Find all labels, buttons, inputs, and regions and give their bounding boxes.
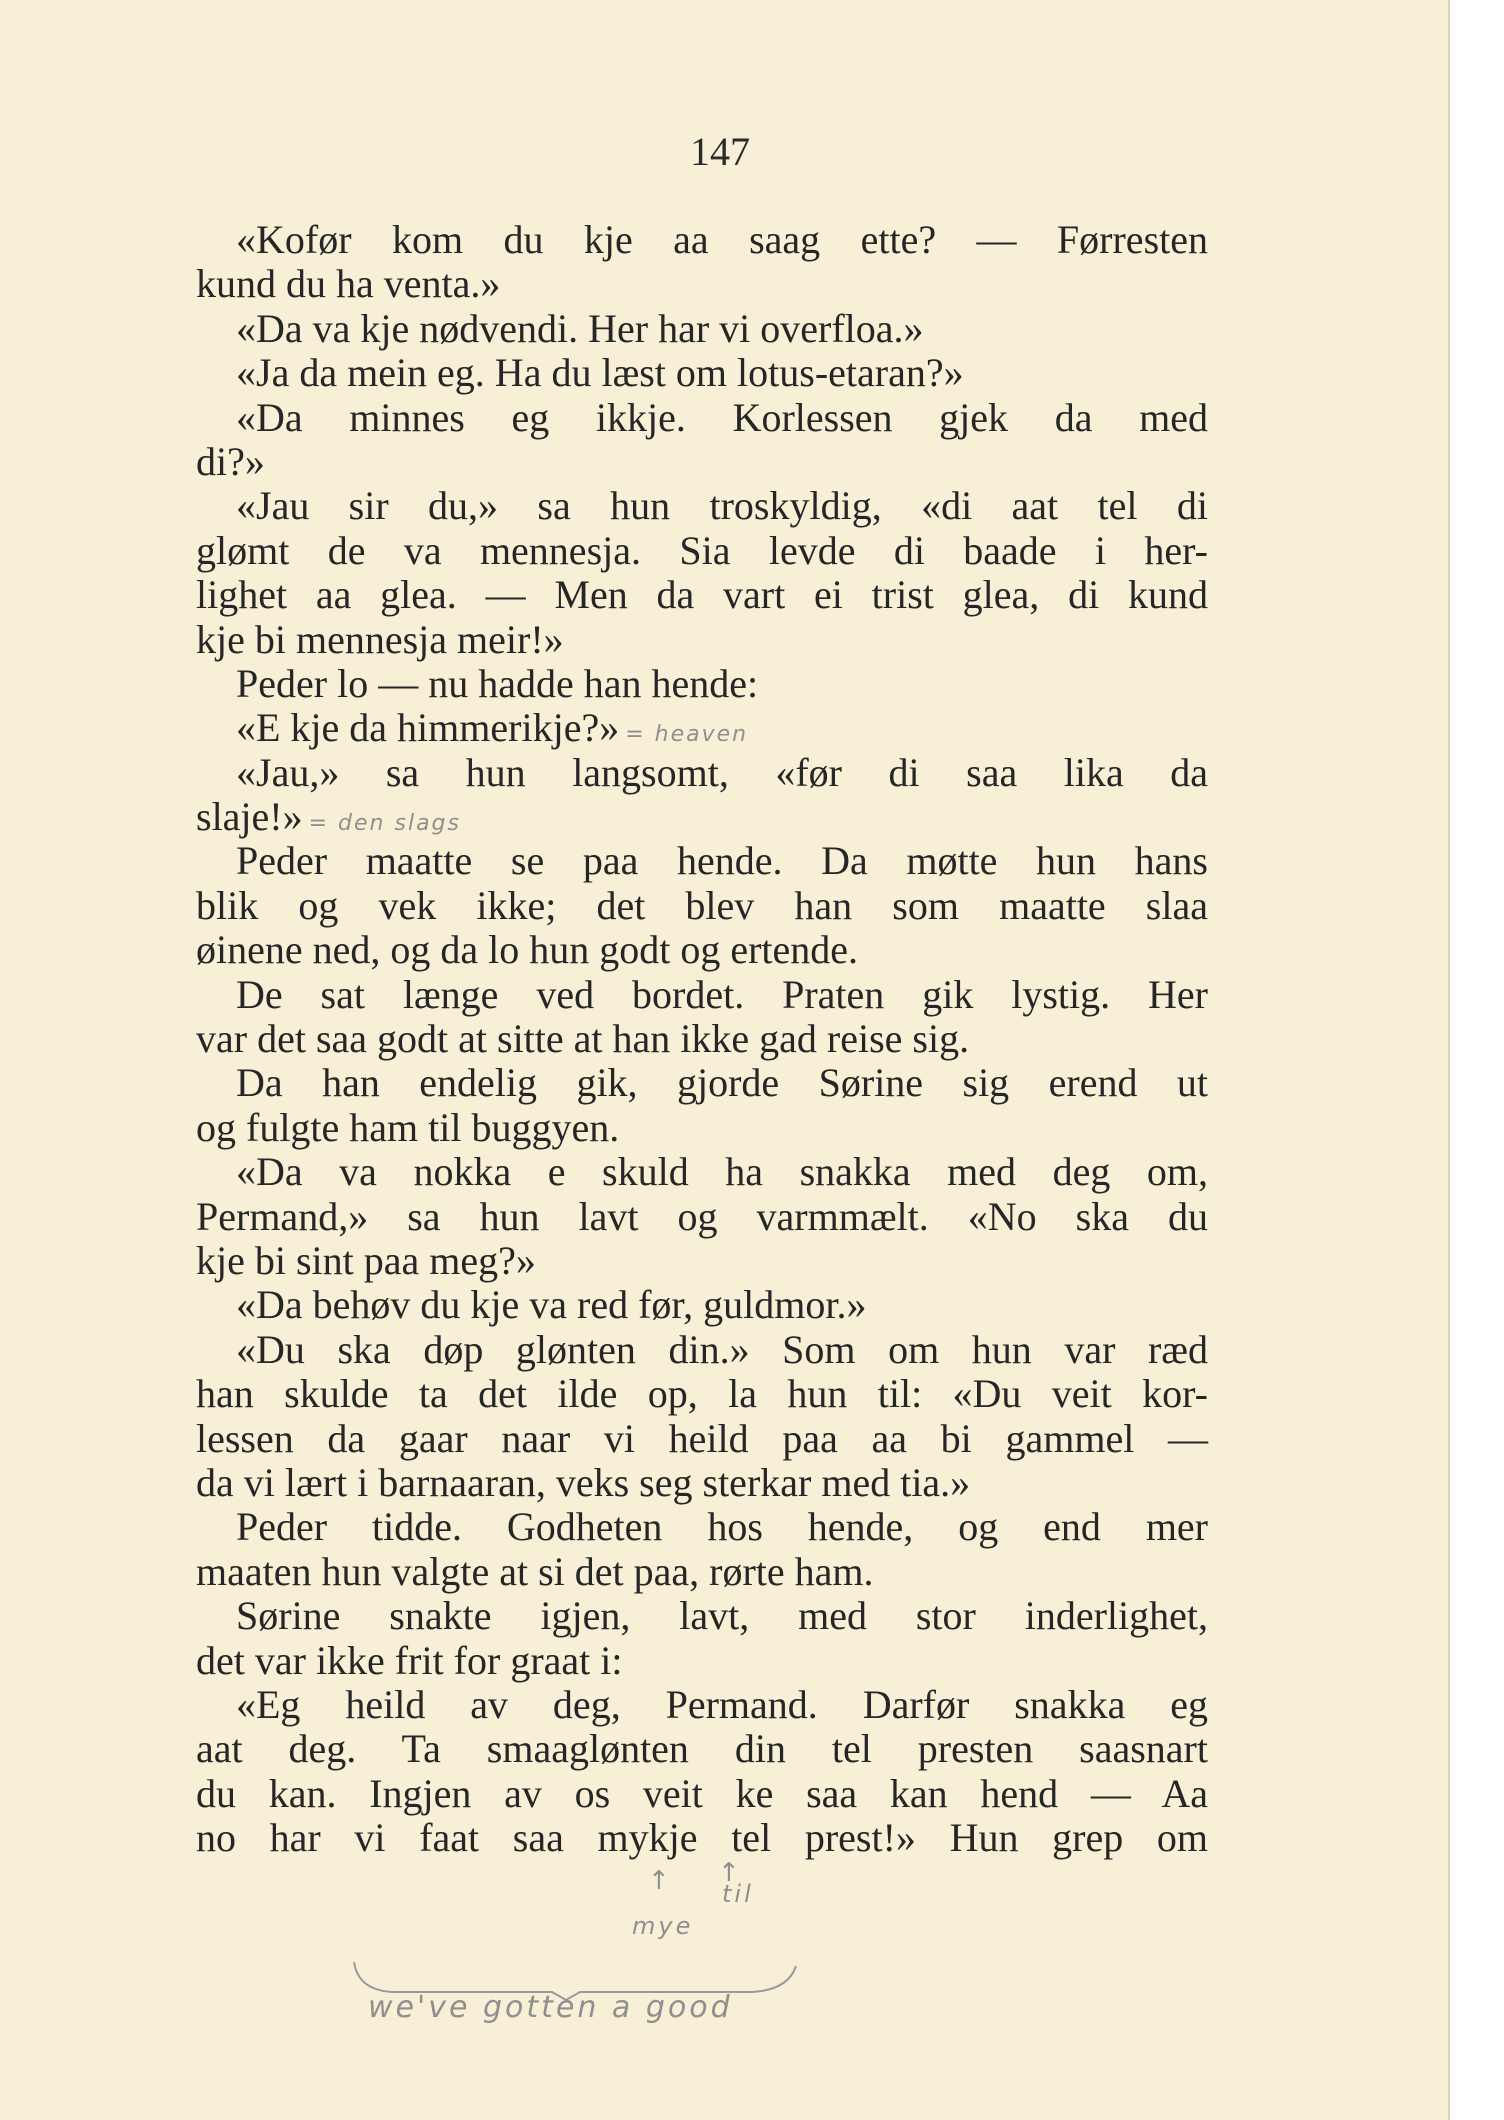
text-line-content: maaten hun valgte at si det paa, rørte ham. [196, 1548, 874, 1594]
text-line [196, 351, 1208, 395]
text-line [196, 1372, 1208, 1416]
text-line-content: no har vi faat saa mykje tel prest!» Hun grep om [196, 1815, 1208, 1861]
text-line-content: Sørine snakte igjen, lavt, med stor inderlighet, [236, 1593, 1208, 1639]
body-text [196, 218, 1208, 1860]
annotation-tel: til [722, 1880, 754, 1908]
text-line-content: «Ja da mein eg. Ha du læst om lotus-etaran?» [236, 350, 964, 396]
text-line [196, 884, 1208, 928]
text-line-content: «Da va kje nødvendi. Her har vi overfloa.» [236, 305, 924, 351]
text-line-content: da vi lært i barnaaran, veks seg sterkar med tia.» [196, 1459, 971, 1505]
annotation-arrow-tel: ↑ [718, 1858, 740, 1888]
text-line [196, 973, 1208, 1017]
text-line-content: «Da behøv du kje va red før, guldmor.» [236, 1282, 867, 1328]
text-line-content: blik og vek ikke; det blev han som maatte slaa [196, 882, 1208, 928]
text-line-content: lessen da gaar naar vi heild paa aa bi gammel — [196, 1415, 1208, 1461]
text-line [196, 1505, 1208, 1549]
text-line [196, 1772, 1208, 1816]
text-line [196, 618, 1208, 662]
text-line [196, 573, 1208, 617]
text-line [196, 1061, 1208, 1105]
text-line [196, 751, 1208, 795]
text-line-content: aat deg. Ta smaaglønten din tel presten saasnart [196, 1726, 1208, 1772]
text-line [196, 1639, 1208, 1683]
text-line [196, 795, 1208, 839]
text-line-content: og fulgte ham til buggyen. [196, 1104, 620, 1150]
text-line-content: slaje!» [196, 794, 303, 840]
text-line [196, 484, 1208, 528]
text-line-content: øinene ned, og da lo hun godt og ertende. [196, 927, 859, 973]
text-line-content: «Da va nokka e skuld ha snakka med deg om, [236, 1149, 1208, 1195]
text-line [196, 706, 1208, 750]
text-line [196, 1283, 1208, 1327]
text-line [196, 1727, 1208, 1771]
text-line-content: «E kje da himmerikje?» [236, 705, 620, 751]
text-line [196, 1017, 1208, 1061]
text-line [196, 1417, 1208, 1461]
text-line [196, 662, 1208, 706]
text-line [196, 218, 1208, 262]
text-line-content: De sat længe ved bordet. Praten gik lystig. Her [236, 971, 1208, 1017]
text-line-content: du kan. Ingjen av os veit ke saa kan hend — Aa [196, 1770, 1208, 1816]
text-line-content: Da han endelig gik, gjorde Sørine sig erend ut [236, 1060, 1208, 1106]
text-line-content: «Kofør kom du kje aa saag ette? — Førresten [236, 217, 1208, 262]
text-line-content: det var ikke frit for graat i: [196, 1637, 623, 1683]
text-line-content: «Da minnes eg ikkje. Korlessen gjek da med [236, 394, 1208, 440]
page-number: 147 [690, 129, 750, 174]
text-line [196, 1239, 1208, 1283]
text-line [196, 1594, 1208, 1638]
text-line [196, 1106, 1208, 1150]
text-line [196, 928, 1208, 972]
handwritten-gloss: = heaven [625, 722, 749, 748]
text-line [196, 262, 1208, 306]
text-line-content: «Du ska døp glønten din.» Som om hun var ræd [236, 1326, 1208, 1372]
text-line-content: Peder lo — nu hadde han hende: [236, 660, 759, 706]
text-line-content: kje bi sint paa meg?» [196, 1237, 536, 1283]
text-line [196, 1150, 1208, 1194]
text-line [196, 839, 1208, 883]
text-line-content: Peder tidde. Godheten hos hende, og end mer [236, 1504, 1208, 1550]
text-line [196, 1683, 1208, 1727]
text-line-content: Permand,» sa hun lavt og varmmælt. «No ska du [196, 1193, 1208, 1239]
scan-margin [1448, 0, 1504, 2120]
text-line [196, 1195, 1208, 1239]
text-line [196, 396, 1208, 440]
annotation-mykje: mye [632, 1912, 694, 1940]
annotation-bottom-note: we've gotten a good [368, 1990, 733, 2025]
text-line-content: kund du ha venta.» [196, 261, 501, 307]
text-line [196, 1550, 1208, 1594]
text-line-content: han skulde ta det ilde op, la hun til: «Du veit kor- [196, 1371, 1208, 1417]
handwritten-gloss: = den slags [308, 811, 461, 837]
text-line [196, 440, 1208, 484]
text-line-content: Peder maatte se paa hende. Da møtte hun hans [236, 838, 1208, 884]
text-line-content: «Eg heild av deg, Permand. Darfør snakka eg [236, 1681, 1208, 1727]
text-line-content: kje bi mennesja meir!» [196, 616, 564, 662]
text-line-content: «Jau,» sa hun langsomt, «før di saa lika da [236, 749, 1208, 795]
text-line-content: lighet aa glea. — Men da vart ei trist glea, di kund [196, 572, 1208, 618]
text-line [196, 1816, 1208, 1860]
text-line [196, 307, 1208, 351]
text-line [196, 1328, 1208, 1372]
text-line-content: var det saa godt at sitte at han ikke gad reise sig. [196, 1016, 970, 1062]
text-line-content: di?» [196, 438, 265, 484]
text-line [196, 1461, 1208, 1505]
text-line-content: «Jau sir du,» sa hun troskyldig, «di aat tel di [236, 483, 1208, 529]
text-line [196, 529, 1208, 573]
text-line-content: glømt de va mennesja. Sia levde di baade i her- [196, 527, 1208, 573]
annotation-arrow-mykje: ↑ [648, 1866, 670, 1896]
